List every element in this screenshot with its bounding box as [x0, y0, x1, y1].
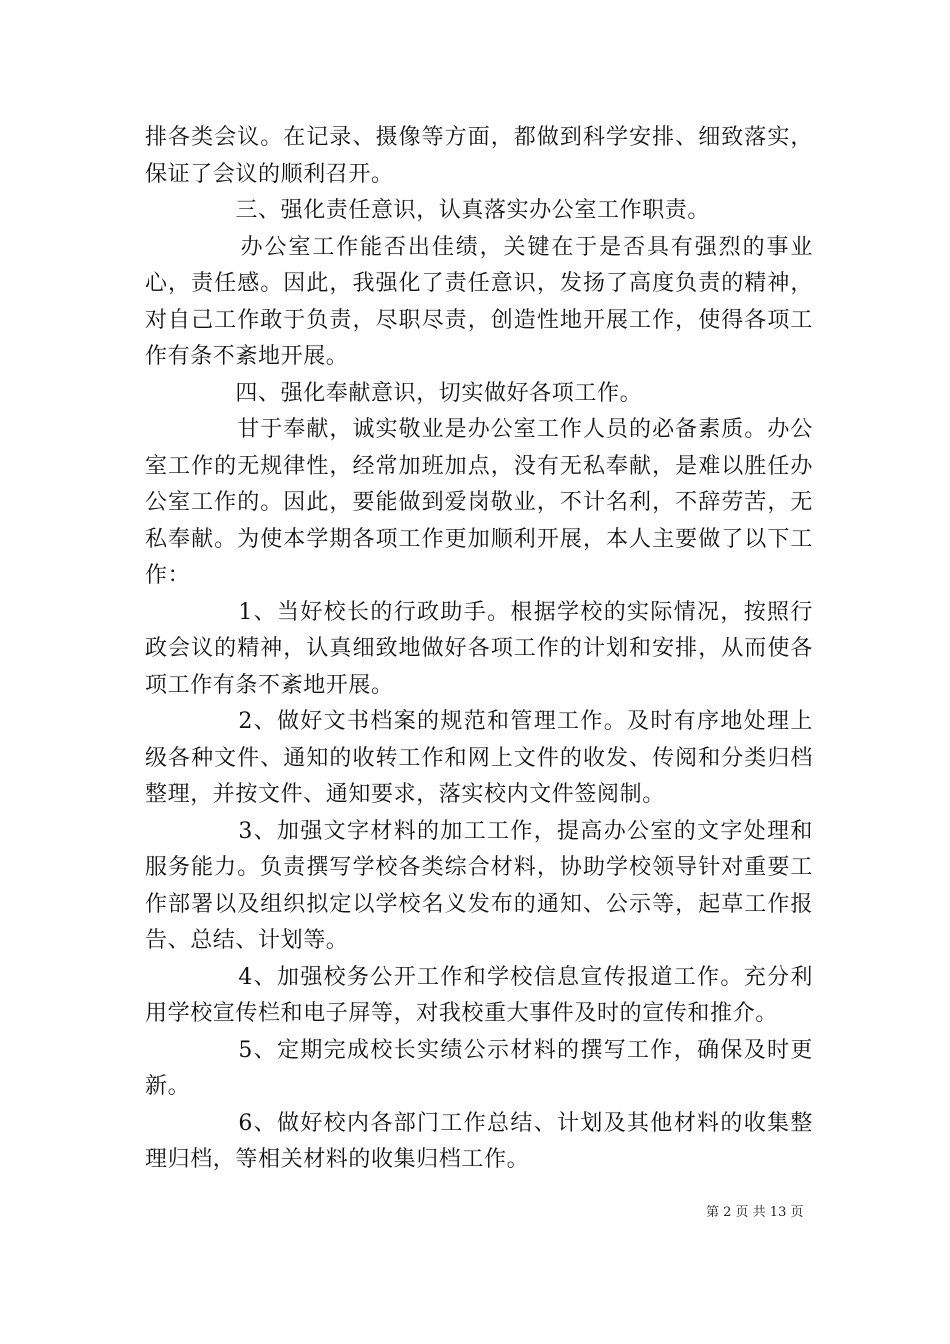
document-body [145, 120, 813, 1179]
heading-dedication-awareness: 四、强化奉献意识，切实做好各项工作。 [145, 380, 643, 406]
list-item-publicity: 4、加强校务公开工作和学校信息宣传报道工作。充分利用学校宣传栏和电子屏等，对我校重大事件及时的宣传和推介。 [145, 964, 813, 1026]
list-item-written-materials: 3、加强文字材料的加工工作，提高办公室的文字处理和服务能力。负责撰写学校各类综合材料，协助学校领导针对重要工作部署以及组织拟定以学校名义发布的通知、公示等，起草工作报告、总结、计划等。 [145, 818, 813, 953]
list-item-principal-performance: 5、定期完成校长实绩公示材料的撰写工作，确保及时更新。 [145, 1037, 813, 1099]
list-item-archiving: 6、做好校内各部门工作总结、计划及其他材料的收集整理归档，等相关材料的收集归档工作。 [145, 1110, 813, 1172]
list-item-administrative-assistant: 1、当好校长的行政助手。根据学校的实际情况，按照行政会议的精神，认真细致地做好各项工作的计划和安排，从而使各项工作有条不紊地开展。 [145, 599, 813, 698]
paragraph-dedication: 甘于奉献，诚实敬业是办公室工作人员的必备素质。办公室工作的无规律性，经常加班加点，没有无私奉献，是难以胜任办公室工作的。因此，要能做到爱岗敬业，不计名利，不辞劳苦，无私奉献。为使本学期各项工作更加顺利开展，本人主要做了以下工作： [145, 417, 813, 588]
list-item-document-archives: 2、做好文书档案的规范和管理工作。及时有序地处理上级各种文件、通知的收转工作和网上文件的收发、传阅和分类归档整理，并按文件、通知要求，落实校内文件签阅制。 [145, 709, 813, 807]
paragraph-responsibility: 办公室工作能否出佳绩，关键在于是否具有强烈的事业心，责任感。因此，我强化了责任意识，发扬了高度负责的精神，对自己工作敢于负责，尽职尽责，创造性地开展工作，使得各项工作有条不紊地开展。 [145, 234, 813, 369]
page-number-footer: 第 2 页 共 13 页 [706, 1205, 804, 1220]
paragraph-meeting-arrangement: 排各类会议。在记录、摄像等方面，都做到科学安排、细致落实，保证了会议的顺利召开。 [145, 125, 813, 187]
heading-responsibility-awareness: 三、强化责任意识，认真落实办公室工作职责。 [145, 198, 711, 223]
